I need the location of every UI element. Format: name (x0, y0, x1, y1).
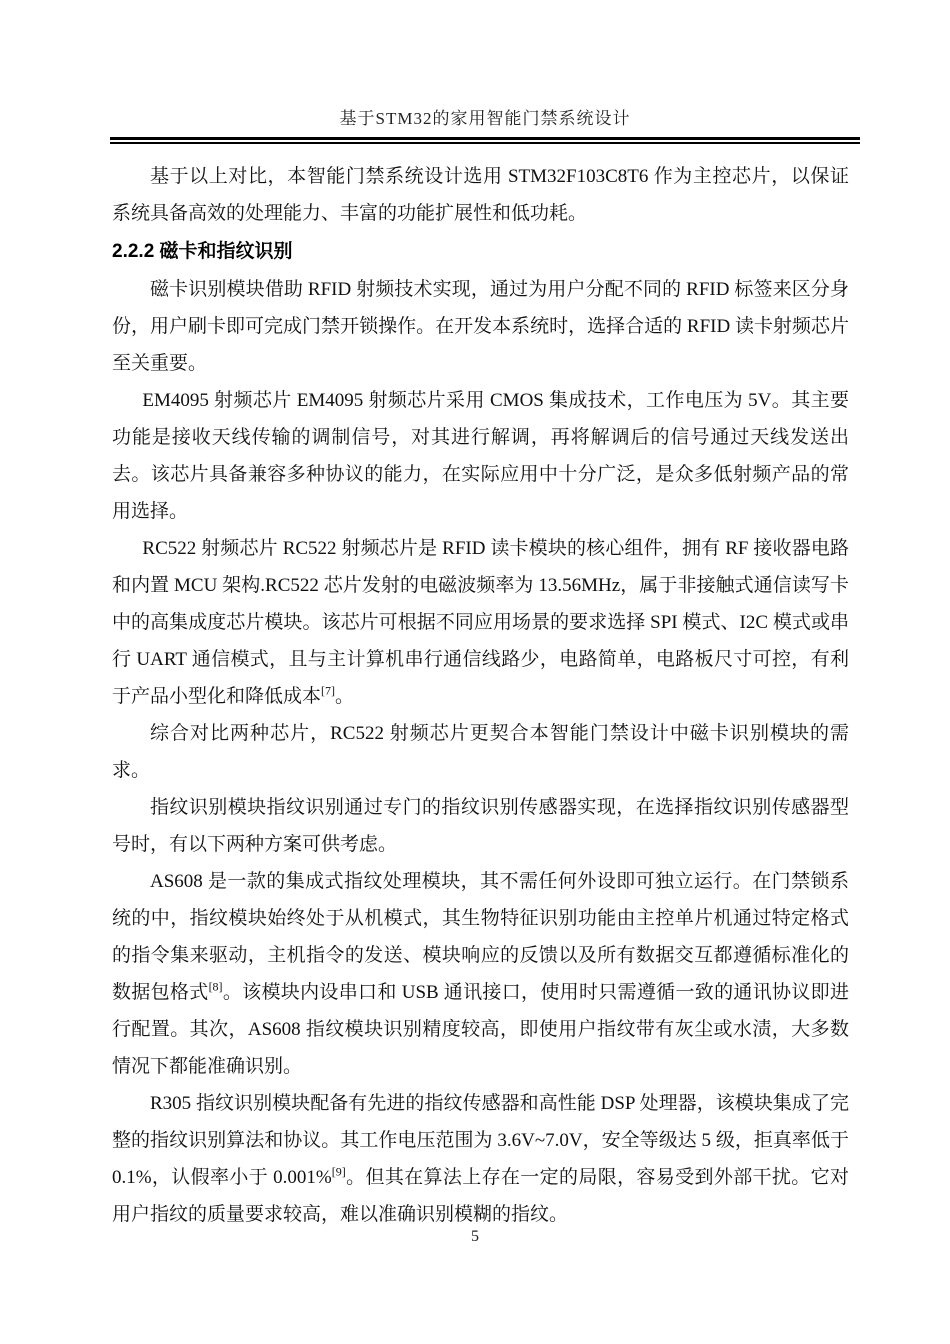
header-title: 基于STM32的家用智能门禁系统设计 (339, 109, 631, 128)
paragraph-rc522 (112, 530, 849, 715)
paragraph-as608-tail: 。该模块内设串口和 USB 通讯接口，使用时只需遵循一致的通讯协议即进行配置。其次，AS608 指纹模块识别精度较高，即使用户指纹带有灰尘或水渍，大多数情况下都能准确识别。 (112, 982, 849, 1077)
paragraph-r305 (112, 1085, 849, 1233)
paragraph-comparison: 综合对比两种芯片，RC522 射频芯片更契合本智能门禁设计中磁卡识别模块的需求。 (112, 723, 849, 781)
citation-ref-7: [7] (321, 683, 336, 698)
paragraph-r305-tail: 。但其在算法上存在一定的局限，容易受到外部干扰。它对用户指纹的质量要求较高，难以准确识别模糊的指纹。 (112, 1167, 849, 1225)
page-number: 5 (471, 1228, 479, 1245)
document-body (112, 158, 849, 1233)
citation-ref-8: [8] (208, 979, 223, 994)
running-header (110, 106, 860, 144)
paragraph-em4095: EM4095 射频芯片 EM4095 射频芯片采用 CMOS 集成技术，工作电压为 5V。其主要功能是接收天线传输的调制信号，对其进行解调，再将解调后的信号通过天线发送出去。该芯片具备兼容多种协议的能力，在实际应用中十分广泛，是众多低射频产品的常用选择。 (112, 390, 849, 522)
citation-ref-9: [9] (331, 1164, 346, 1179)
paragraph-fingerprint-intro: 指纹识别模块指纹识别通过专门的指纹识别传感器实现，在选择指纹识别传感器型号时，有以下两种方案可供考虑。 (112, 797, 849, 855)
paragraph-intro: 基于以上对比，本智能门禁系统设计选用 STM32F103C8T6 作为主控芯片，以保证系统具备高效的处理能力、丰富的功能扩展性和低功耗。 (112, 166, 849, 224)
paragraph-rc522-tail: 。 (335, 686, 355, 707)
section-heading-2-2-2: 2.2.2 磁卡和指纹识别 (112, 241, 293, 262)
paragraph-rc522-text: RC522 射频芯片 RC522 射频芯片是 RFID 读卡模块的核心组件，拥有 RF 接收器电路和内置 MCU 架构.RC522 芯片发射的电磁波频率为 13.56MHz，属于非接触式通信读写卡中的高集成度芯片模块。该芯片可根据不同应用场景的要求选择 SPI 模式、I2C 模式或串行 UART 通信模式，且与主计算机串行通信线路少，电路简单，电路板尺寸可控，有利于产品小型化和降低成本 (112, 538, 849, 707)
paragraph-as608 (112, 863, 849, 1085)
footer (0, 1228, 950, 1246)
paragraph-rfid-intro: 磁卡识别模块借助 RFID 射频技术实现，通过为用户分配不同的 RFID 标签来区分身份，用户刷卡即可完成门禁开锁操作。在开发本系统时，选择合适的 RFID 读卡射频芯片至关重要。 (112, 279, 849, 374)
paragraph-r305-text: R305 指纹识别模块配备有先进的指纹传感器和高性能 DSP 处理器，该模块集成了完整的指纹识别算法和协议。其工作电压范围为 3.6V~7.0V，安全等级达 5 级，拒真率低于 0.1%，认假率小于 0.001% (112, 1093, 849, 1188)
paragraph-as608-text: AS608 是一款的集成式指纹处理模块，其不需任何外设即可独立运行。在门禁锁系统的中，指纹模块始终处于从机模式，其生物特征识别功能由主控单片机通过特定格式的指令集来驱动，主机指令的发送、模块响应的反馈以及所有数据交互都遵循标准化的数据包格式 (112, 871, 849, 1003)
header-divider (110, 137, 860, 144)
